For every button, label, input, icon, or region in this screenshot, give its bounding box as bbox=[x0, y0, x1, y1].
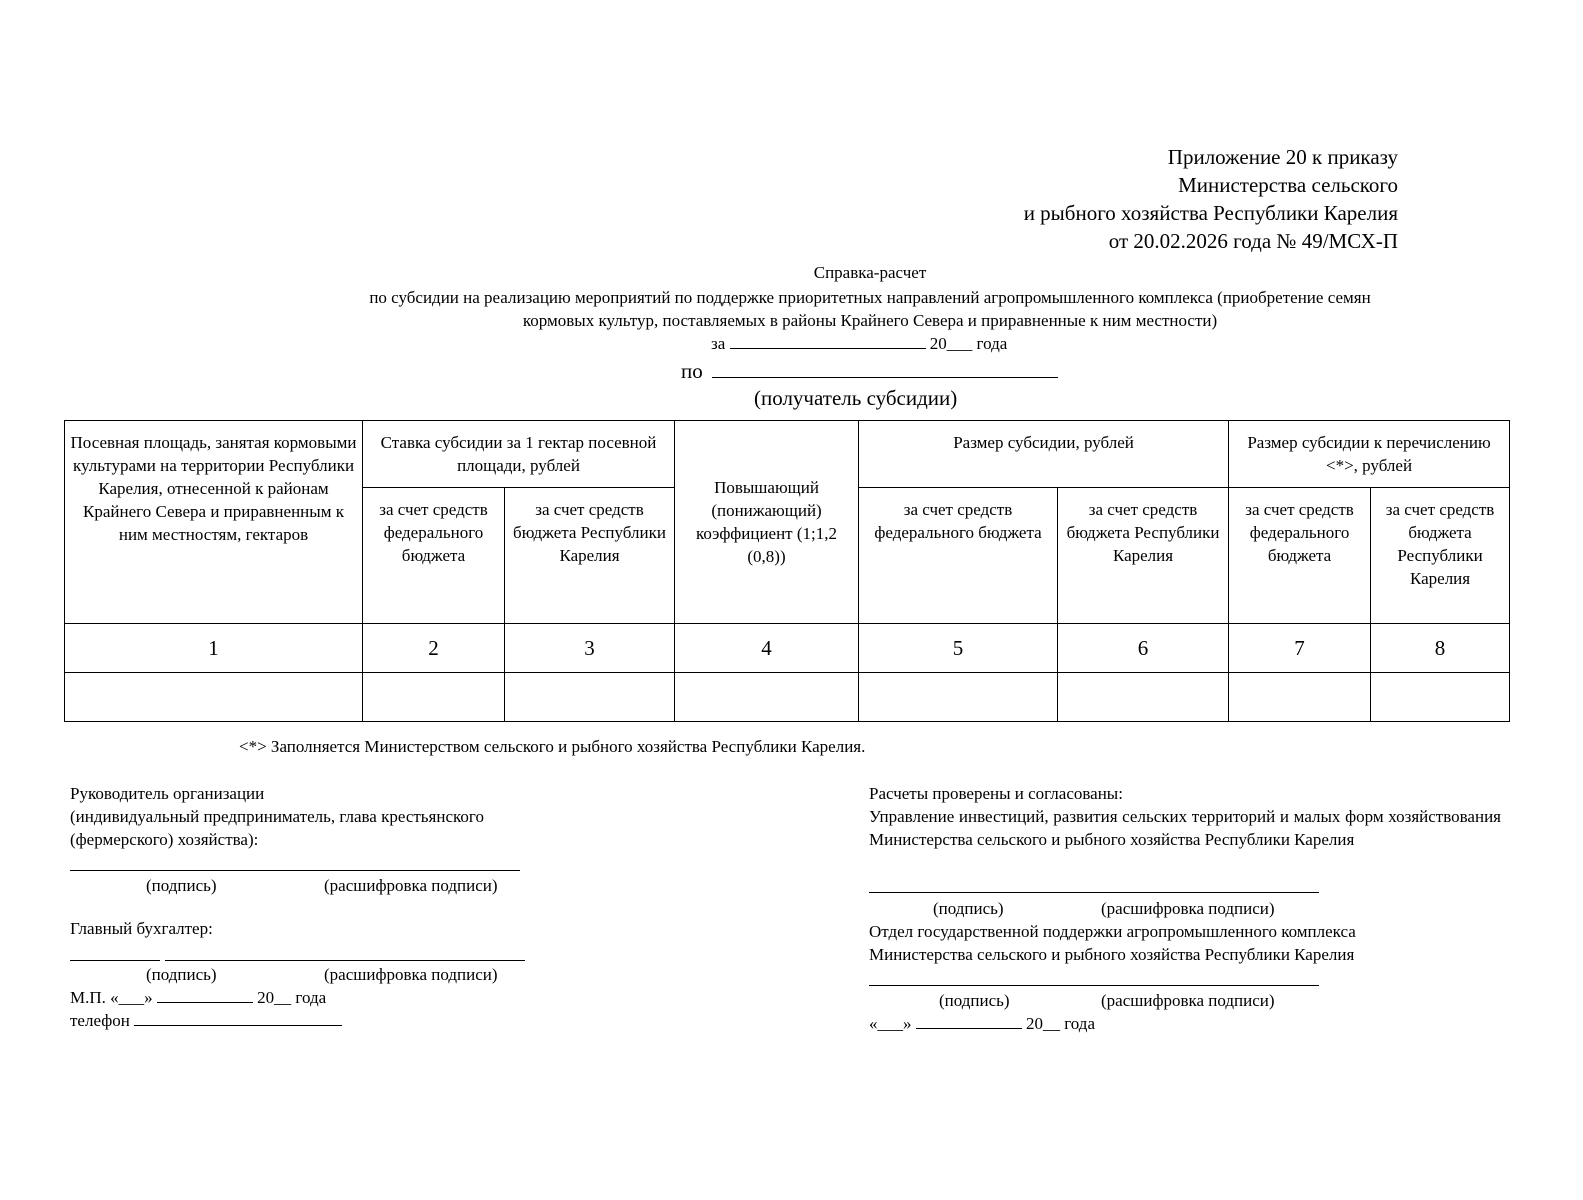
approval-date-year: 20__ года bbox=[1026, 1014, 1096, 1033]
approval-date-line bbox=[869, 1012, 1095, 1035]
header-coefficient: Повышающий (понижающий) коэффициент (1;1,2 (0,8)) bbox=[675, 421, 859, 624]
header-size-group: Размер субсидии, рублей bbox=[859, 421, 1229, 488]
department-1: Управление инвестиций, развития сельских территорий и малых форм хозяйствования Министерства сельского и рыбного хозяйства Республики Карелия bbox=[869, 807, 1501, 849]
approval-date-prefix: «___» bbox=[869, 1014, 912, 1033]
header-size-republic: за счет средств бюджета Республики Карелия bbox=[1058, 488, 1229, 624]
department-2-signature-line[interactable] bbox=[869, 985, 1319, 986]
department-1-signature-line[interactable] bbox=[869, 892, 1319, 893]
column-numbers-row bbox=[65, 624, 1510, 673]
seal-date-line bbox=[70, 986, 326, 1009]
department-2-decoding-caption: (расшифровка подписи) bbox=[1101, 991, 1275, 1010]
header-rate-federal: за счет средств федерального бюджета bbox=[363, 488, 505, 624]
approval-month-blank[interactable] bbox=[916, 1028, 1022, 1029]
seal-date-year: 20__ года bbox=[257, 988, 327, 1007]
period-year: 20___ года bbox=[929, 334, 1008, 353]
column-number: 5 bbox=[859, 624, 1058, 673]
footnote: <*> Заполняется Министерством сельского и рыбного хозяйства Республики Карелия. bbox=[239, 737, 866, 756]
header-transfer-group: Размер субсидии к перечислению <*>, рублей bbox=[1229, 421, 1510, 488]
header-size-federal: за счет средств федерального бюджета bbox=[859, 488, 1058, 624]
accountant-title: Главный бухгалтер: bbox=[70, 919, 213, 938]
department-2-signature-caption: (подпись) bbox=[939, 991, 1010, 1010]
header-rate-republic: за счет средств бюджета Республики Карелия bbox=[505, 488, 675, 624]
appendix-header bbox=[1024, 143, 1398, 255]
appendix-line-1: Приложение 20 к приказу bbox=[1167, 145, 1398, 169]
column-number: 7 bbox=[1229, 624, 1371, 673]
column-number: 8 bbox=[1371, 624, 1510, 673]
data-row bbox=[65, 673, 1510, 722]
column-number: 4 bbox=[675, 624, 859, 673]
period-prefix: за bbox=[711, 334, 726, 353]
head-title-1: Руководитель организации bbox=[70, 784, 265, 803]
head-title-2: (индивидуальный предприниматель, глава крестьянского bbox=[70, 807, 484, 826]
data-cell[interactable] bbox=[505, 673, 675, 722]
subsidy-table bbox=[64, 420, 1510, 722]
checked-title: Расчеты проверены и согласованы: bbox=[869, 784, 1123, 803]
document-title: Справка-расчет bbox=[813, 263, 927, 282]
department-2-line-1: Отдел государственной поддержки агропромышленного комплекса bbox=[869, 922, 1356, 941]
head-title-3: (фермерского) хозяйства): bbox=[70, 830, 259, 849]
data-cell[interactable] bbox=[65, 673, 363, 722]
appendix-line-2: Министерства сельского bbox=[1178, 173, 1398, 197]
header-transfer-federal: за счет средств федерального бюджета bbox=[1229, 488, 1371, 624]
department-2-line-2: Министерства сельского и рыбного хозяйства Республики Карелия bbox=[869, 945, 1355, 964]
phone-blank[interactable] bbox=[134, 1025, 342, 1026]
recipient-blank[interactable] bbox=[712, 377, 1058, 378]
column-number: 1 bbox=[65, 624, 363, 673]
recipient-prefix: по bbox=[681, 359, 703, 383]
header-rate-group: Ставка субсидии за 1 гектар посевной площади, рублей bbox=[363, 421, 675, 488]
period-line bbox=[711, 332, 1007, 355]
period-blank[interactable] bbox=[730, 348, 926, 349]
title-line-1: по субсидии на реализацию мероприятий по поддержке приоритетных направлений агропромышленного комплекса (приобретение семян bbox=[369, 288, 1371, 307]
accountant-signature-caption: (подпись) bbox=[146, 965, 217, 984]
title-line-2: кормовых культур, поставляемых в районы Крайнего Севера и приравненные к ним местности) bbox=[522, 311, 1218, 330]
department-1-decoding-caption: (расшифровка подписи) bbox=[1101, 899, 1275, 918]
data-cell[interactable] bbox=[1371, 673, 1510, 722]
header-sown-area: Посевная площадь, занятая кормовыми культурами на территории Республики Карелия, отнесенной к районам Крайнего Севера и приравненным к ним местностям, гектаров bbox=[65, 421, 363, 624]
head-decoding-caption: (расшифровка подписи) bbox=[324, 876, 498, 895]
data-cell[interactable] bbox=[1058, 673, 1229, 722]
data-cell[interactable] bbox=[859, 673, 1058, 722]
data-cell[interactable] bbox=[675, 673, 859, 722]
data-cell[interactable] bbox=[1229, 673, 1371, 722]
head-signature-line[interactable] bbox=[70, 870, 520, 871]
column-number: 3 bbox=[505, 624, 675, 673]
seal-month-blank[interactable] bbox=[157, 1002, 253, 1003]
phone-line bbox=[70, 1009, 342, 1032]
column-number: 2 bbox=[363, 624, 505, 673]
department-1-signature-caption: (подпись) bbox=[933, 899, 1004, 918]
appendix-line-3: и рыбного хозяйства Республики Карелия bbox=[1023, 201, 1398, 225]
accountant-decoding-caption: (расшифровка подписи) bbox=[324, 965, 498, 984]
recipient-caption: (получатель субсидии) bbox=[754, 386, 958, 410]
data-cell[interactable] bbox=[363, 673, 505, 722]
seal-date-prefix: М.П. «___» bbox=[70, 988, 153, 1007]
accountant-decoding-line[interactable] bbox=[165, 960, 525, 961]
appendix-line-4: от 20.02.2026 года № 49/МСХ-П bbox=[1108, 229, 1398, 253]
recipient-line bbox=[681, 357, 1058, 385]
header-transfer-republic: за счет средств бюджета Республики Карелия bbox=[1371, 488, 1510, 624]
accountant-signature-line[interactable] bbox=[70, 960, 160, 961]
head-signature-caption: (подпись) bbox=[146, 876, 217, 895]
column-number: 6 bbox=[1058, 624, 1229, 673]
phone-label: телефон bbox=[70, 1011, 130, 1030]
